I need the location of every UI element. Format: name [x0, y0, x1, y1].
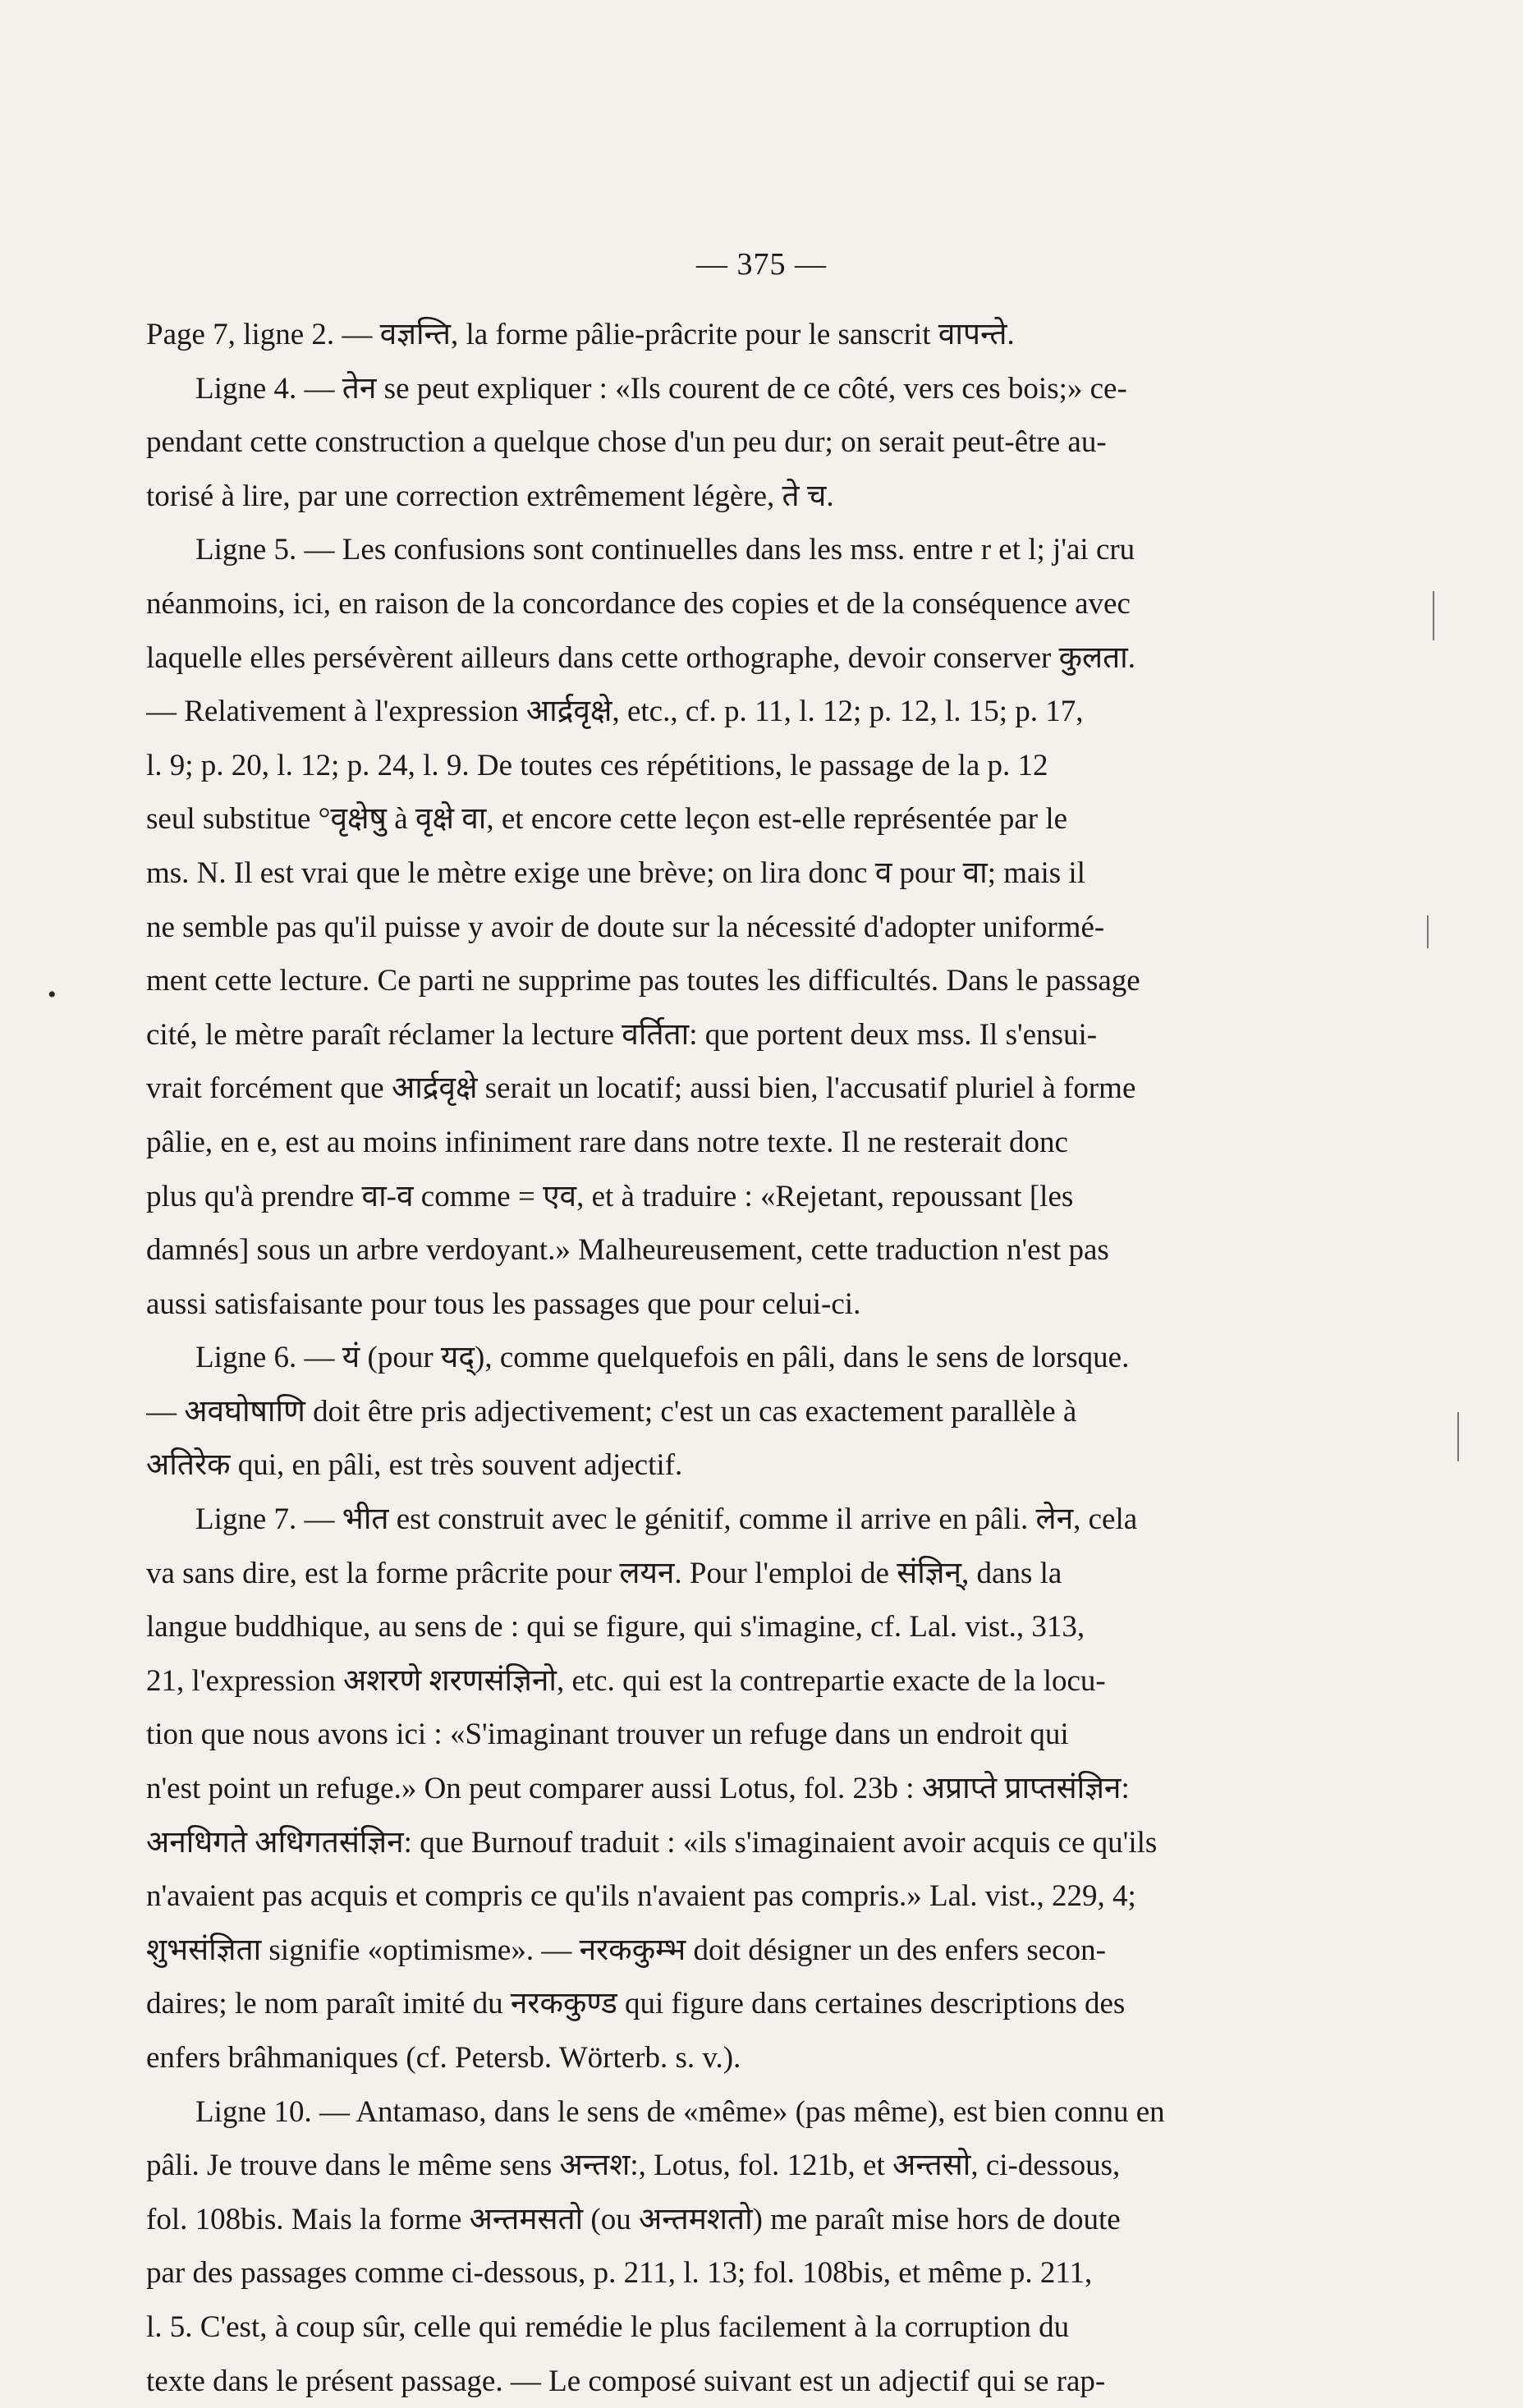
- text-line: tion que nous avons ici : «S'imaginant trouver un refuge dans un endroit qui: [146, 1718, 1069, 1752]
- text-line: damnés] sous un arbre verdoyant.» Malheureusement, cette traduction n'est pas: [146, 1233, 1109, 1268]
- text-line: enfers brâhmaniques (cf. Petersb. Wörterb. s. v.).: [146, 2041, 741, 2075]
- text-line: aussi satisfaisante pour tous les passages que pour celui-ci.: [146, 1287, 861, 1321]
- text-line: ms. N. Il est vrai que le mètre exige une brève; on lira donc व pour वा; mais il: [146, 855, 1085, 890]
- text-line: néanmoins, ici, en raison de la concordance des copies et de la conséquence avec: [146, 586, 1131, 621]
- text-line: Ligne 5. — Les confusions sont continuelles dans les mss. entre r et l; j'ai cru: [195, 533, 1135, 567]
- text-line: cité, le mètre paraît réclamer la lecture वर्तिता: que portent deux mss. Il s'ensui-: [146, 1017, 1098, 1052]
- text-line: va sans dire, est la forme prâcrite pour लयन. Pour l'emploi de संज्ञिन्, dans la: [146, 1556, 1062, 1590]
- margin-mark: [1433, 591, 1434, 640]
- paragraph-ligne7: [146, 1493, 1382, 2085]
- text-line: अतिरेक qui, en pâli, est très souvent adjectif.: [146, 1448, 683, 1483]
- text-line: seul substitue °वृक्षेषु à वृक्षे वा, et encore cette leçon est-elle représentée par le: [146, 802, 1068, 837]
- text-line: torisé à lire, par une correction extrêmement légère, ते च.: [146, 479, 834, 513]
- text-line: Ligne 6. — यं (pour यद्), comme quelquefois en pâli, dans le sens de lorsque.: [195, 1341, 1130, 1375]
- text-line: Ligne 10. — Antamaso, dans le sens de «même» (pas même), est bien connu en: [195, 2094, 1165, 2129]
- text-line: fol. 108bis. Mais la forme अन्तमसतो (ou अन्तमशतो) me paraît mise hors de doute: [146, 2202, 1121, 2236]
- text-line: pendant cette construction a quelque chose d'un peu dur; on serait peut-être au-: [146, 425, 1107, 460]
- text-line: par des passages comme ci-dessous, p. 211, l. 13; fol. 108bis, et même p. 211,: [146, 2256, 1093, 2291]
- paragraph-ligne5: [146, 523, 1382, 1331]
- text-line: शुभसंज्ञिता signifie «optimisme». — नरककुम्भ doit désigner un des enfers secon-: [146, 1933, 1106, 1967]
- text-line: langue buddhique, au sens de : qui se figure, qui s'imagine, cf. Lal. vist., 313,: [146, 1610, 1085, 1644]
- text-line: n'avaient pas acquis et compris ce qu'ils n'avaient pas compris.» Lal. vist., 229, 4;: [146, 1879, 1136, 1914]
- margin-mark: [1427, 915, 1429, 948]
- text-line: ne semble pas qu'il puisse y avoir de doute sur la nécessité d'adopter uniformé-: [146, 910, 1105, 944]
- text-line: laquelle elles persévèrent ailleurs dans cette orthographe, devoir conserver कुलता.: [146, 640, 1135, 675]
- page-number: — 375 —: [696, 247, 827, 282]
- paragraph-ligne4: [146, 362, 1382, 524]
- text-line: 21, l'expression अशरणे शरणसंज्ञिनो, etc. qui est la contrepartie exacte de la locu-: [146, 1663, 1106, 1698]
- text-line: Ligne 7. — भीत est construit avec le génitif, comme il arrive en pâli. लेन, cela: [195, 1502, 1138, 1537]
- text-line: n'est point un refuge.» On peut comparer aussi Lotus, fol. 23b : अप्राप्ते प्राप्तसंज्ञिन:: [146, 1772, 1130, 1806]
- text-line: Ligne 4. — तेन se peut expliquer : «Ils courent de ce côté, vers ces bois;» ce-: [195, 371, 1127, 406]
- margin-mark: [1457, 1412, 1459, 1461]
- text-line: l. 9; p. 20, l. 12; p. 24, l. 9. De toutes ces répétitions, le passage de la p. 12: [146, 748, 1048, 782]
- margin-speck: •: [48, 981, 57, 1008]
- text-line: अनधिगते अधिगतसंज्ञिन: que Burnouf traduit : «ils s'imaginaient avoir acquis ce qu'ils: [146, 1825, 1158, 1860]
- text-line: texte dans le présent passage. — Le composé suivant est un adjectif qui se rap-: [146, 2364, 1106, 2398]
- text-line: pâli. Je trouve dans le même sens अन्तश:, Lotus, fol. 121b, et अन्तसो, ci-dessous,: [146, 2149, 1121, 2183]
- paragraph-ligne10: [146, 2085, 1382, 2408]
- text-line: l. 5. C'est, à coup sûr, celle qui remédie le plus facilement à la corruption du: [146, 2309, 1070, 2344]
- text-line: plus qu'à prendre वा-व comme = एव, et à traduire : «Rejetant, repoussant [les: [146, 1179, 1074, 1213]
- text-line: vrait forcément que आर्द्रवृक्षे serait un locatif; aussi bien, l'accusatif pluriel à forme: [146, 1071, 1136, 1106]
- commentary-text: [146, 308, 1382, 2408]
- text-line: Page 7, ligne 2. — वज्ञन्ति, la forme pâlie-prâcrite pour le sanscrit वापन्ते.: [146, 318, 1015, 351]
- paragraph-page7-ligne2: [146, 308, 1382, 362]
- text-line: ment cette lecture. Ce parti ne supprime pas toutes les difficultés. Dans le passage: [146, 964, 1140, 998]
- paragraph-ligne6: [146, 1331, 1382, 1493]
- text-line: pâlie, en e, est au moins infiniment rare dans notre texte. Il ne resterait donc: [146, 1125, 1068, 1159]
- text-line: daires; le nom paraît imité du नरककुण्ड qui figure dans certaines descriptions des: [146, 1987, 1126, 2021]
- text-line: — अवघोषाणि doit être pris adjectivement; c'est un cas exactement parallèle à: [146, 1394, 1077, 1429]
- text-line: — Relativement à l'expression आर्द्रवृक्षे, etc., cf. p. 11, l. 12; p. 12, l. 15; p. 17,: [146, 695, 1084, 729]
